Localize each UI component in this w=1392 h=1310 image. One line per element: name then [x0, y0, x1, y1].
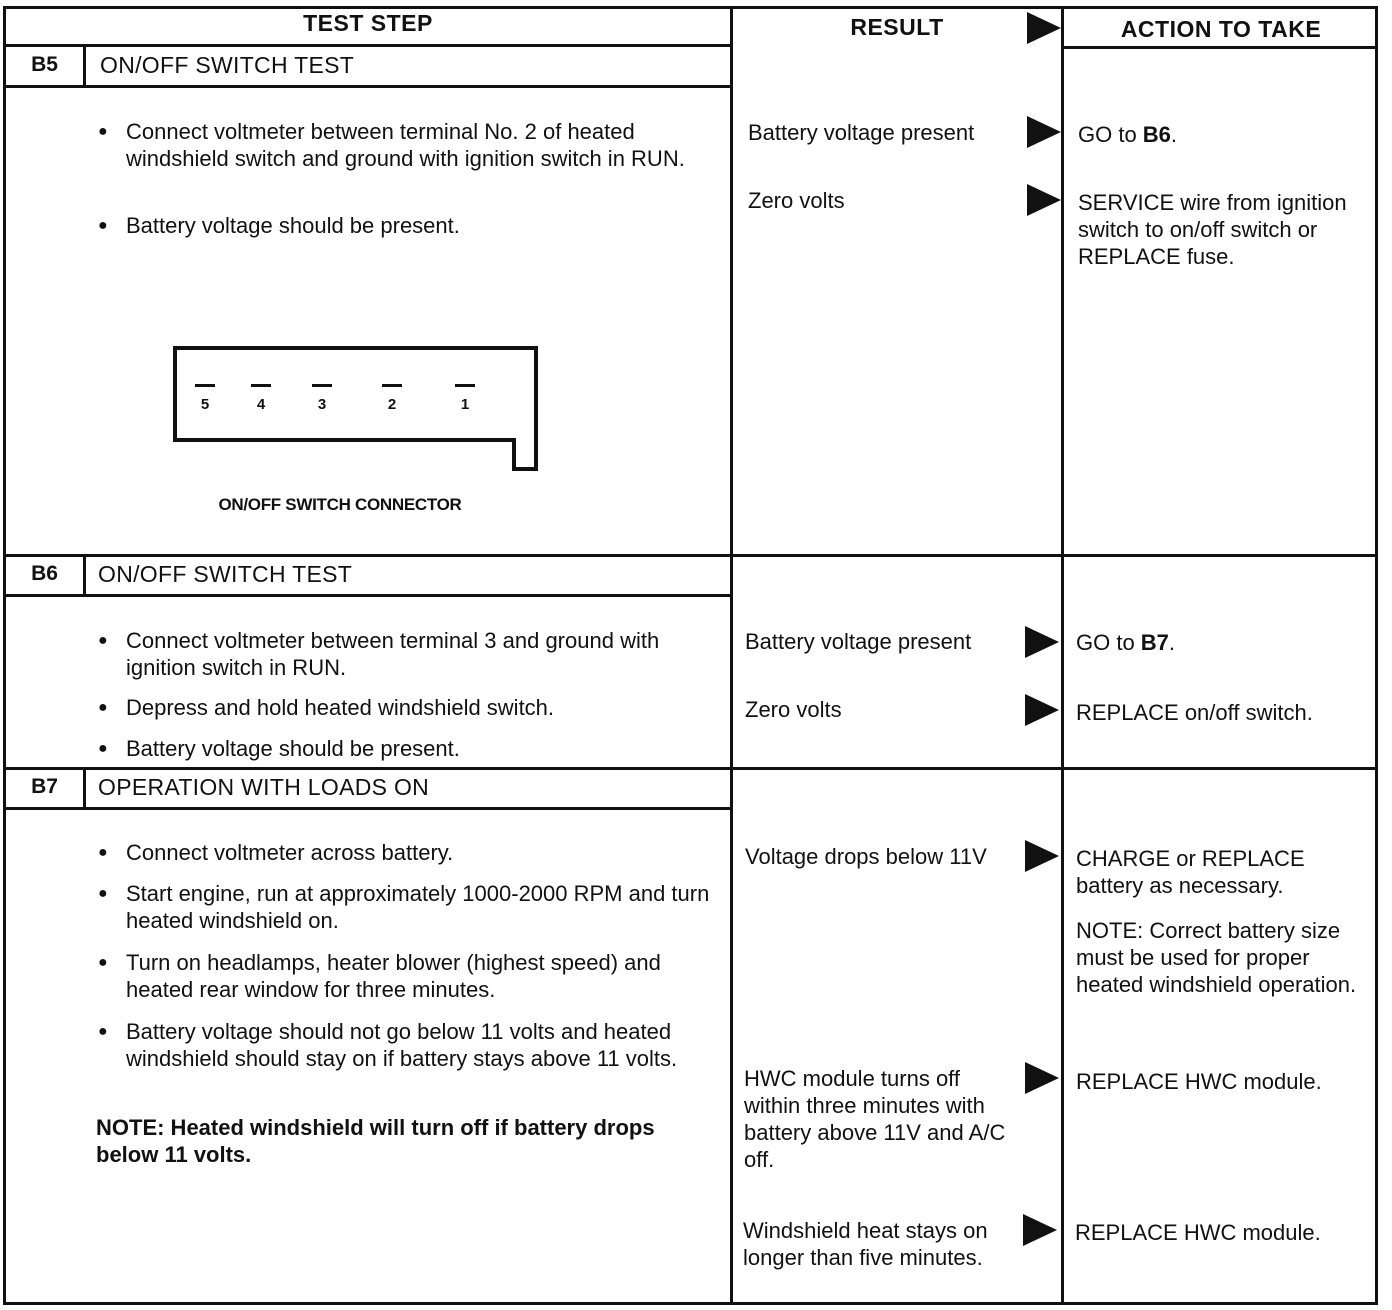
- pin-4-label: 4: [256, 396, 266, 413]
- b7-step-title: OPERATION WITH LOADS ON: [98, 774, 430, 800]
- header-action: ACTION TO TAKE: [1120, 16, 1322, 42]
- b6-action-1-ref: B7: [1140, 630, 1169, 655]
- b6-id-divider: [83, 554, 86, 596]
- b7-action-3: REPLACE HWC module.: [1075, 1220, 1321, 1245]
- b5-action-2: SERVICE wire from ignition switch to on/off switch or REPLACE fuse.: [1078, 190, 1347, 269]
- b5-b6-separator: [3, 554, 1378, 557]
- pin-3-label: 3: [317, 396, 327, 413]
- b6-bullet-1: ● Connect voltmeter between terminal 3 and ground with ignition switch in RUN.: [98, 627, 726, 681]
- b6-result-1: Battery voltage present: [745, 629, 972, 654]
- b5-result-1: Battery voltage present: [748, 120, 975, 145]
- pin-1-bar: [455, 384, 475, 387]
- column-divider-action: [1061, 6, 1064, 1305]
- b7-id-divider: [83, 767, 86, 809]
- b6-action-1-suffix: .: [1168, 630, 1176, 655]
- pin-3-bar: [312, 384, 332, 387]
- b6-bullet-3: ● Battery voltage should be present.: [98, 735, 726, 762]
- b5-bullet-2: ● Battery voltage should be present.: [98, 212, 726, 239]
- b6-arrow-2-icon: [1025, 694, 1059, 726]
- pin-2-bar: [382, 384, 402, 387]
- b6-bullet-2: ● Depress and hold heated windshield switch.: [98, 694, 726, 721]
- column-divider-result: [730, 6, 733, 1305]
- b5-arrow-1-icon: [1027, 116, 1061, 148]
- table-border-right: [1375, 6, 1378, 1305]
- b5-step-title: ON/OFF SWITCH TEST: [100, 52, 355, 78]
- b6-step-id: B6: [31, 562, 58, 585]
- b7-note: NOTE: Heated windshield will turn off if battery drops below 11 volts.: [96, 1115, 655, 1167]
- b5-step-id: B5: [31, 53, 58, 76]
- b7-step-id: B7: [31, 775, 58, 798]
- header-arrow-icon: [1027, 12, 1061, 44]
- b7-result-1: Voltage drops below 11V: [745, 844, 987, 869]
- b7-action-2: REPLACE HWC module.: [1076, 1069, 1322, 1094]
- b5-action-1-ref: B6: [1142, 122, 1171, 147]
- b5-bullet-1: ● Connect voltmeter between terminal No. 2 of heated windshield switch and ground with ignition switch in RUN.: [98, 118, 726, 172]
- b5-id-divider: [83, 44, 86, 87]
- b6-step-title: ON/OFF SWITCH TEST: [98, 561, 353, 587]
- pin-5-label: 5: [200, 396, 210, 413]
- pin-4-bar: [251, 384, 271, 387]
- b7-arrow-3-icon: [1023, 1214, 1057, 1246]
- b5-arrow-2-icon: [1027, 184, 1061, 216]
- b6-action-1: [1076, 629, 1366, 656]
- b7-bullet-3: ● Turn on headlamps, heater blower (highest speed) and heated rear window for three minutes.: [98, 949, 726, 1003]
- header-test-step: TEST STEP: [303, 10, 433, 36]
- b6-result-2: Zero volts: [745, 697, 842, 722]
- b6-title-divider: [3, 594, 733, 597]
- b7-title-divider: [3, 807, 733, 810]
- b7-result-2: HWC module turns off within three minutes with battery above 11V and A/C off.: [744, 1066, 1006, 1172]
- b7-bullet-4: ● Battery voltage should not go below 11 volts and heated windshield should stay on if battery stays above 11 volts.: [98, 1018, 706, 1072]
- b7-action-1: CHARGE or REPLACE battery as necessary.: [1076, 846, 1305, 898]
- header-divider: [3, 44, 733, 47]
- b7-arrow-2-icon: [1025, 1062, 1059, 1094]
- table-border-top: [3, 6, 1378, 9]
- b5-title-divider: [3, 85, 733, 88]
- pin-5-bar: [195, 384, 215, 387]
- header-divider-action: [1061, 46, 1378, 49]
- table-border-left: [3, 6, 6, 1305]
- header-result: RESULT: [850, 14, 944, 40]
- b5-action-1-suffix: .: [1170, 122, 1178, 147]
- b6-b7-separator: [3, 767, 1378, 770]
- b6-action-2: REPLACE on/off switch.: [1076, 700, 1313, 725]
- b7-bullet-2: ● Start engine, run at approximately 1000-2000 RPM and turn heated windshield on.: [98, 880, 726, 934]
- b5-result-2: Zero volts: [748, 188, 845, 213]
- b7-result-3: Windshield heat stays on longer than five minutes.: [743, 1218, 988, 1270]
- b5-action-1-prefix: GO to: [1078, 122, 1143, 147]
- pin-2-label: 2: [387, 396, 397, 413]
- connector-caption: ON/OFF SWITCH CONNECTOR: [218, 495, 462, 514]
- b5-action-1: [1078, 121, 1368, 148]
- b7-action-1-note: NOTE: Correct battery size must be used for proper heated windshield operation.: [1076, 918, 1357, 997]
- b6-arrow-1-icon: [1025, 626, 1059, 658]
- table-border-bottom: [3, 1302, 1378, 1305]
- b7-arrow-1-icon: [1025, 840, 1059, 872]
- b6-action-1-prefix: GO to: [1076, 630, 1141, 655]
- pin-1-label: 1: [460, 396, 470, 413]
- connector-diagram: [170, 344, 545, 476]
- b7-bullet-1: ● Connect voltmeter across battery.: [98, 839, 726, 866]
